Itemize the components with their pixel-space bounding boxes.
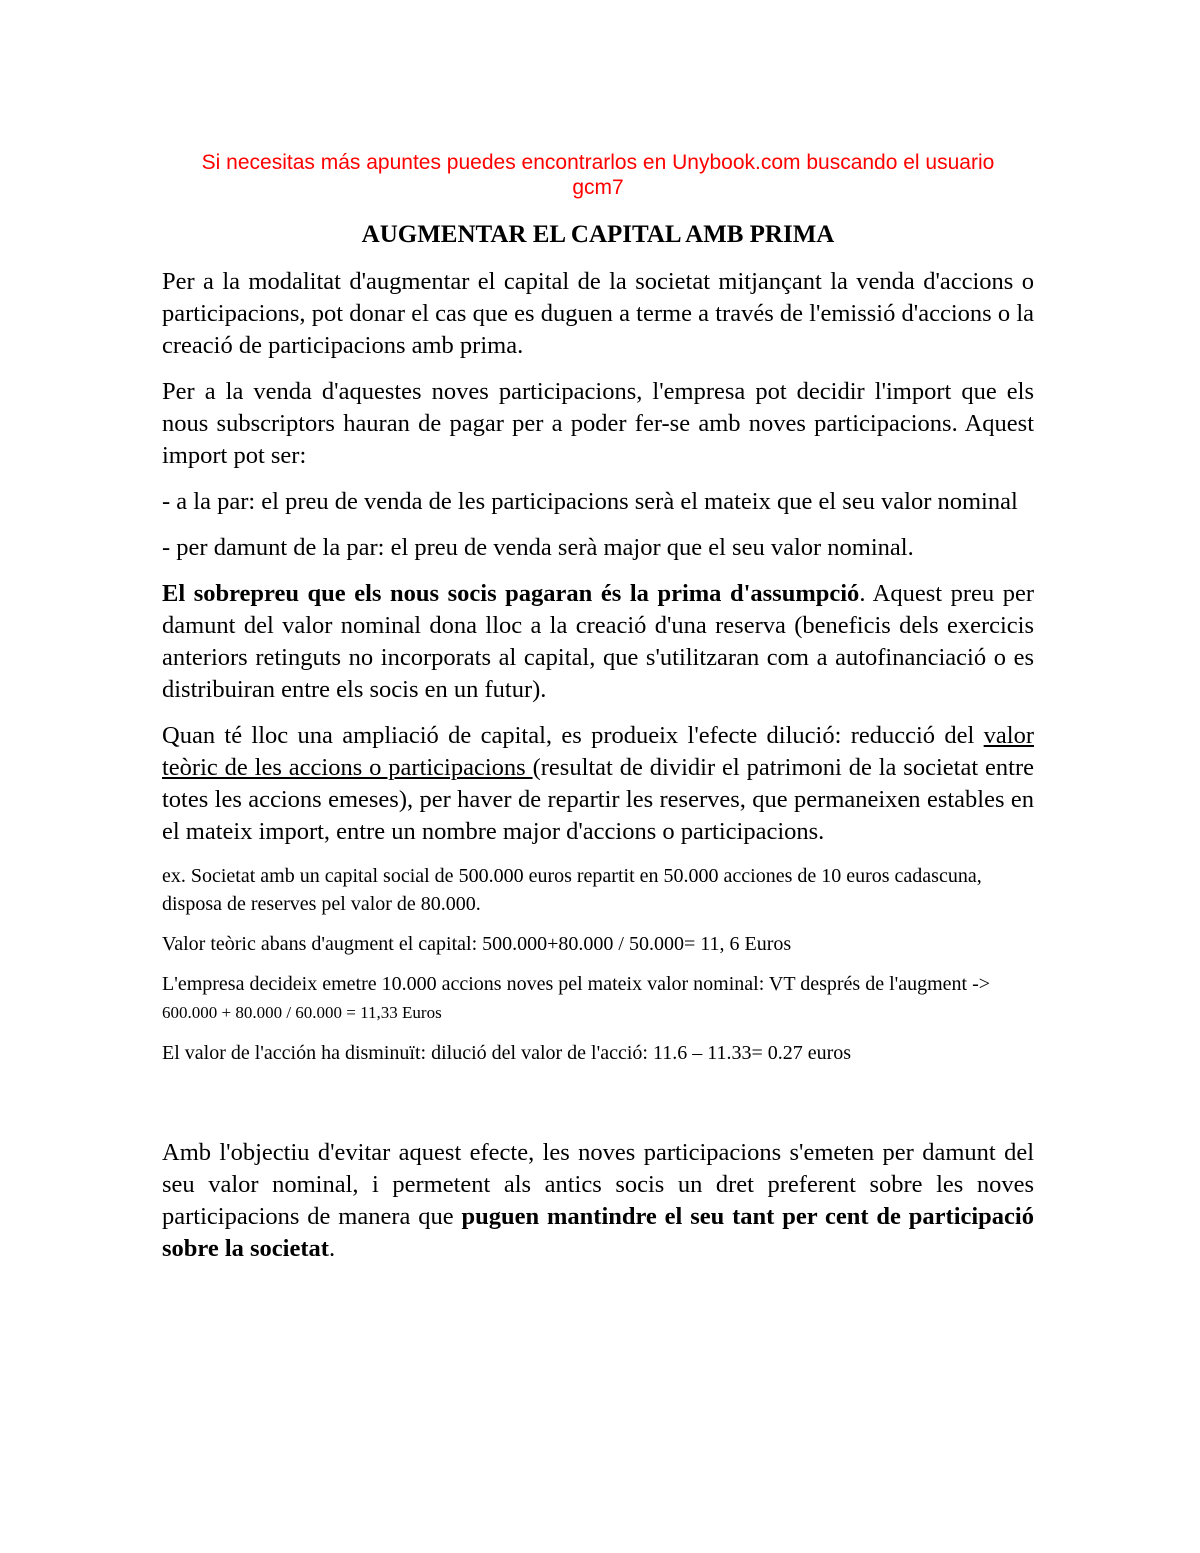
promo-notice	[162, 150, 1034, 200]
example-line-3-formula: 600.000 + 80.000 / 60.000 = 11,33 Euros	[162, 1003, 442, 1022]
spacer	[162, 1079, 1034, 1137]
example-line-2: Valor teòric abans d'augment el capital: 500.000+80.000 / 50.000= 11, 6 Euros	[162, 933, 792, 955]
document-title: AUGMENTAR EL CAPITAL AMB PRIMA	[361, 221, 835, 248]
dilucio-text-b: (resultat de dividir el patrimoni de la societat entre totes les accions emeses), per haver de repartir les reserves, que permaneixen estables en el mateix import, entre un nombre major d'accions o participacions.	[162, 754, 1034, 845]
prima-explanation: . Aquest preu per damunt del valor nominal dona lloc a la creació d'una reserva (beneficis dels exercicis anteriors retinguts no incorporats al capital, que s'utilitzaran com a autofinanciació o es distribuiran entre els socis en un futur).	[162, 580, 1034, 703]
dret-preferent-bold: puguen mantindre el seu tant per cent de participació sobre la societat	[162, 1203, 1034, 1262]
promo-notice-line2: gcm7	[572, 176, 624, 199]
example-line-3	[162, 970, 1034, 1027]
dret-preferent-text: Amb l'objectiu d'evitar aquest efecte, les noves participacions s'emeten per damunt del seu valor nominal, i permetent als antics socis un dret preferent sobre les noves participacions de manera que	[162, 1139, 1034, 1230]
paragraph-intro: Per a la modalitat d'augmentar el capital de la societat mitjançant la venda d'accions o participacions, pot donar el cas que es duguen a terme a través de l'emissió d'accions o la creació de participacions amb prima.	[162, 268, 1034, 359]
dilucio-text-a: Quan té lloc una ampliació de capital, es produeix l'efecte dilució: reducció del	[162, 722, 984, 749]
example-line-3-text: L'empresa decideix emetre 10.000 accions noves pel mateix valor nominal: VT després de l'augment ->	[162, 973, 991, 995]
paragraph-import: Per a la venda d'aquestes noves participacions, l'empresa pot decidir l'import que els nous subscriptors hauran de pagar per a poder fer-se amb noves participacions. Aquest import pot ser:	[162, 378, 1034, 469]
paragraph-dilucio	[162, 720, 1034, 848]
example-line-1: ex. Societat amb un capital social de 500.000 euros repartit en 50.000 acciones de 10 euros cadascuna, disposa de reserves pel valor de 80.000.	[162, 865, 982, 915]
paragraph-dret-preferent	[162, 1137, 1034, 1265]
valor-teoric-underlined: valor teòric de les accions o participacions	[162, 722, 1034, 781]
list-item-a-la-par: - a la par: el preu de venda de les participacions serà el mateix que el seu valor nominal	[162, 488, 1018, 515]
example-line-4: El valor de l'acción ha disminuït: dilució del valor de l'acció: 11.6 – 11.33= 0.27 euros	[162, 1042, 852, 1064]
paragraph-prima	[162, 578, 1034, 706]
promo-notice-line1: Si necesitas más apuntes puedes encontrarlos en Unybook.com buscando el usuario	[201, 151, 995, 174]
list-item-per-damunt: - per damunt de la par: el preu de venda serà major que el seu valor nominal.	[162, 534, 914, 561]
dret-preferent-end: .	[328, 1235, 336, 1262]
prima-definition: El sobrepreu que els nous socis pagaran és la prima d'assumpció	[162, 580, 860, 607]
document-page	[162, 150, 1034, 1279]
